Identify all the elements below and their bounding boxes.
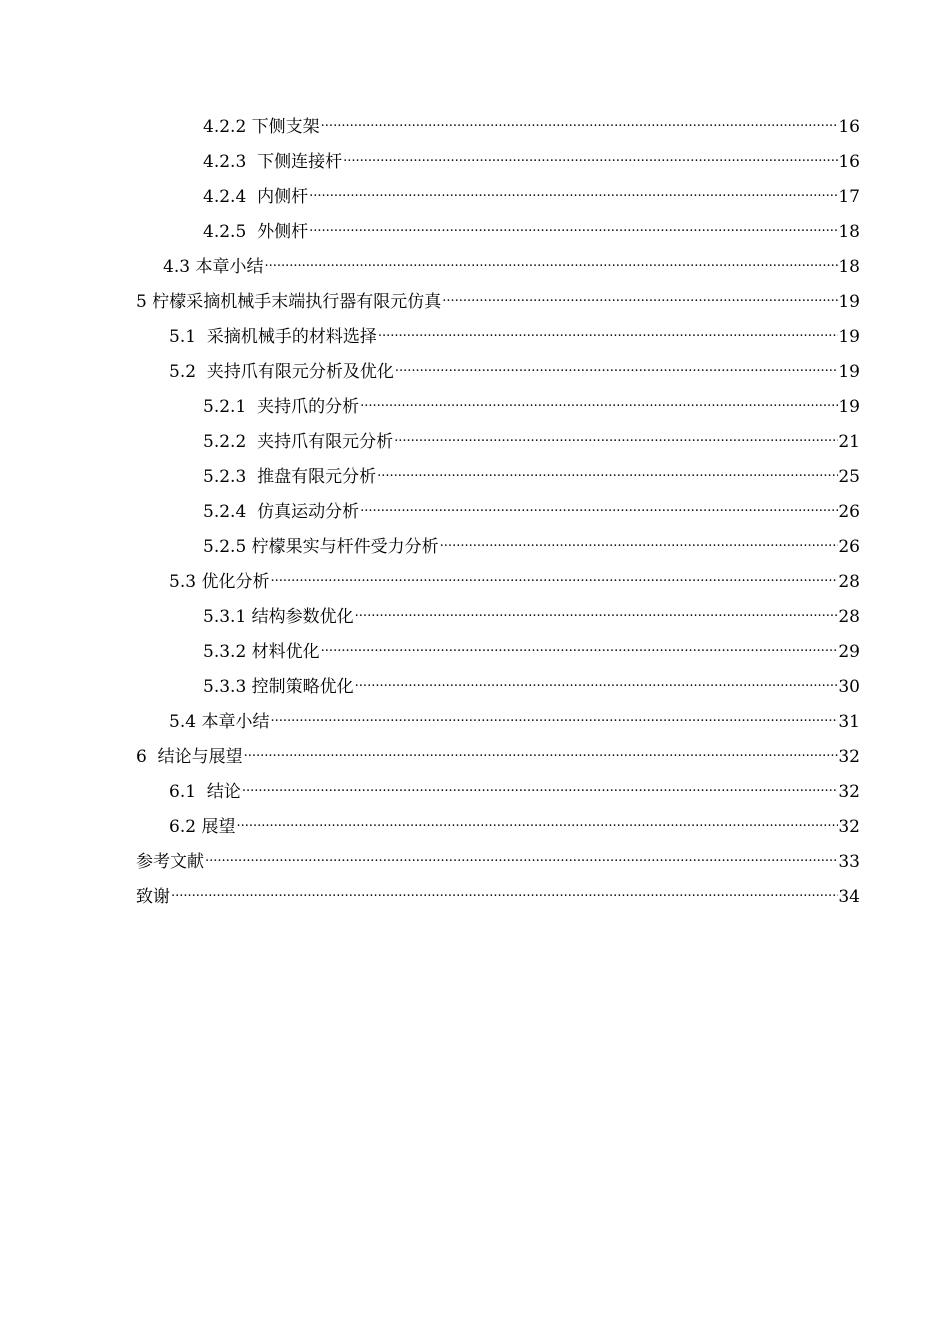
toc-entry-title: 4.2.3 下侧连接杆 <box>203 152 343 172</box>
toc-entry-title: 5.2.5 柠檬果实与杆件受力分析 <box>203 537 439 557</box>
toc-entry-title: 4.2.4 内侧杆 <box>203 187 309 207</box>
toc-entry-title: 5.1 采摘机械手的材料选择 <box>169 327 377 347</box>
toc-dot-leader <box>393 420 838 455</box>
toc-entry-title: 4.3 本章小结 <box>163 257 264 277</box>
toc-entry-title: 参考文献 <box>136 852 204 872</box>
toc-entry-title: 5 柠檬采摘机械手末端执行器有限元仿真 <box>136 292 442 312</box>
toc-entry-page: 32 <box>838 747 860 767</box>
toc-dot-leader <box>354 665 839 700</box>
toc-entry-title: 6 结论与展望 <box>136 747 243 767</box>
toc-dot-leader <box>269 700 838 735</box>
toc-dot-leader <box>320 630 839 665</box>
toc-entry-title: 4.2.2 下侧支架 <box>203 117 320 137</box>
toc-dot-leader <box>170 875 838 910</box>
toc-entry-page: 19 <box>838 292 860 312</box>
toc-entry-page: 30 <box>838 677 860 697</box>
toc-entry-page: 26 <box>838 502 860 522</box>
toc-entry-title: 5.3 优化分析 <box>169 572 270 592</box>
toc-entry-page: 29 <box>838 642 860 662</box>
toc-entry-title: 5.2.1 夹持爪的分析 <box>203 397 360 417</box>
toc-entry-page: 31 <box>838 712 860 732</box>
toc-entry-title: 致谢 <box>136 887 170 907</box>
toc-entry-title: 5.2.3 推盘有限元分析 <box>203 467 377 487</box>
toc-entry-title: 6.1 结论 <box>169 782 241 802</box>
toc-dot-leader <box>394 350 839 385</box>
toc-entry-title: 5.3.1 结构参数优化 <box>203 607 354 627</box>
toc-entry-title: 5.2.4 仿真运动分析 <box>203 502 360 522</box>
toc-entry[interactable] <box>136 880 860 915</box>
toc-entry-page: 16 <box>838 152 860 172</box>
toc-entry-title: 5.2.2 夹持爪有限元分析 <box>203 432 394 452</box>
toc-dot-leader <box>320 105 839 140</box>
toc-entry-page: 21 <box>838 432 860 452</box>
toc-dot-leader <box>342 140 838 175</box>
toc-dot-leader <box>269 560 838 595</box>
toc-entry-page: 34 <box>838 887 860 907</box>
toc-dot-leader <box>354 595 839 630</box>
toc-dot-leader <box>308 210 838 245</box>
toc-entry-page: 28 <box>838 607 860 627</box>
toc-dot-leader <box>359 385 838 420</box>
toc-dot-leader <box>308 175 838 210</box>
toc-dot-leader <box>243 735 839 770</box>
toc-entry-page: 28 <box>838 572 860 592</box>
toc-entry-page: 19 <box>838 397 860 417</box>
toc-entry-title: 4.2.5 外侧杆 <box>203 222 309 242</box>
toc-entry-title: 5.2 夹持爪有限元分析及优化 <box>169 362 394 382</box>
toc-dot-leader <box>359 490 838 525</box>
toc-entry-title: 5.3.3 控制策略优化 <box>203 677 354 697</box>
toc-entry-page: 25 <box>838 467 860 487</box>
toc-entry-title: 6.2 展望 <box>169 817 236 837</box>
toc-entry-page: 16 <box>838 117 860 137</box>
toc-dot-leader <box>376 455 838 490</box>
toc-entry-page: 19 <box>838 327 860 347</box>
toc-entry-title: 5.3.2 材料优化 <box>203 642 320 662</box>
toc-dot-leader <box>235 805 838 840</box>
toc-dot-leader <box>439 525 839 560</box>
table-of-contents <box>136 110 860 915</box>
toc-dot-leader <box>241 770 839 805</box>
toc-dot-leader <box>441 280 838 315</box>
toc-entry-page: 19 <box>838 362 860 382</box>
toc-dot-leader <box>263 245 838 280</box>
toc-dot-leader <box>204 840 838 875</box>
toc-entry-page: 17 <box>838 187 860 207</box>
toc-entry-page: 32 <box>838 817 860 837</box>
toc-entry-page: 18 <box>838 222 860 242</box>
toc-entry-title: 5.4 本章小结 <box>169 712 270 732</box>
toc-entry-page: 32 <box>838 782 860 802</box>
toc-entry-page: 18 <box>838 257 860 277</box>
toc-entry-page: 33 <box>838 852 860 872</box>
toc-entry-page: 26 <box>838 537 860 557</box>
toc-dot-leader <box>377 315 839 350</box>
